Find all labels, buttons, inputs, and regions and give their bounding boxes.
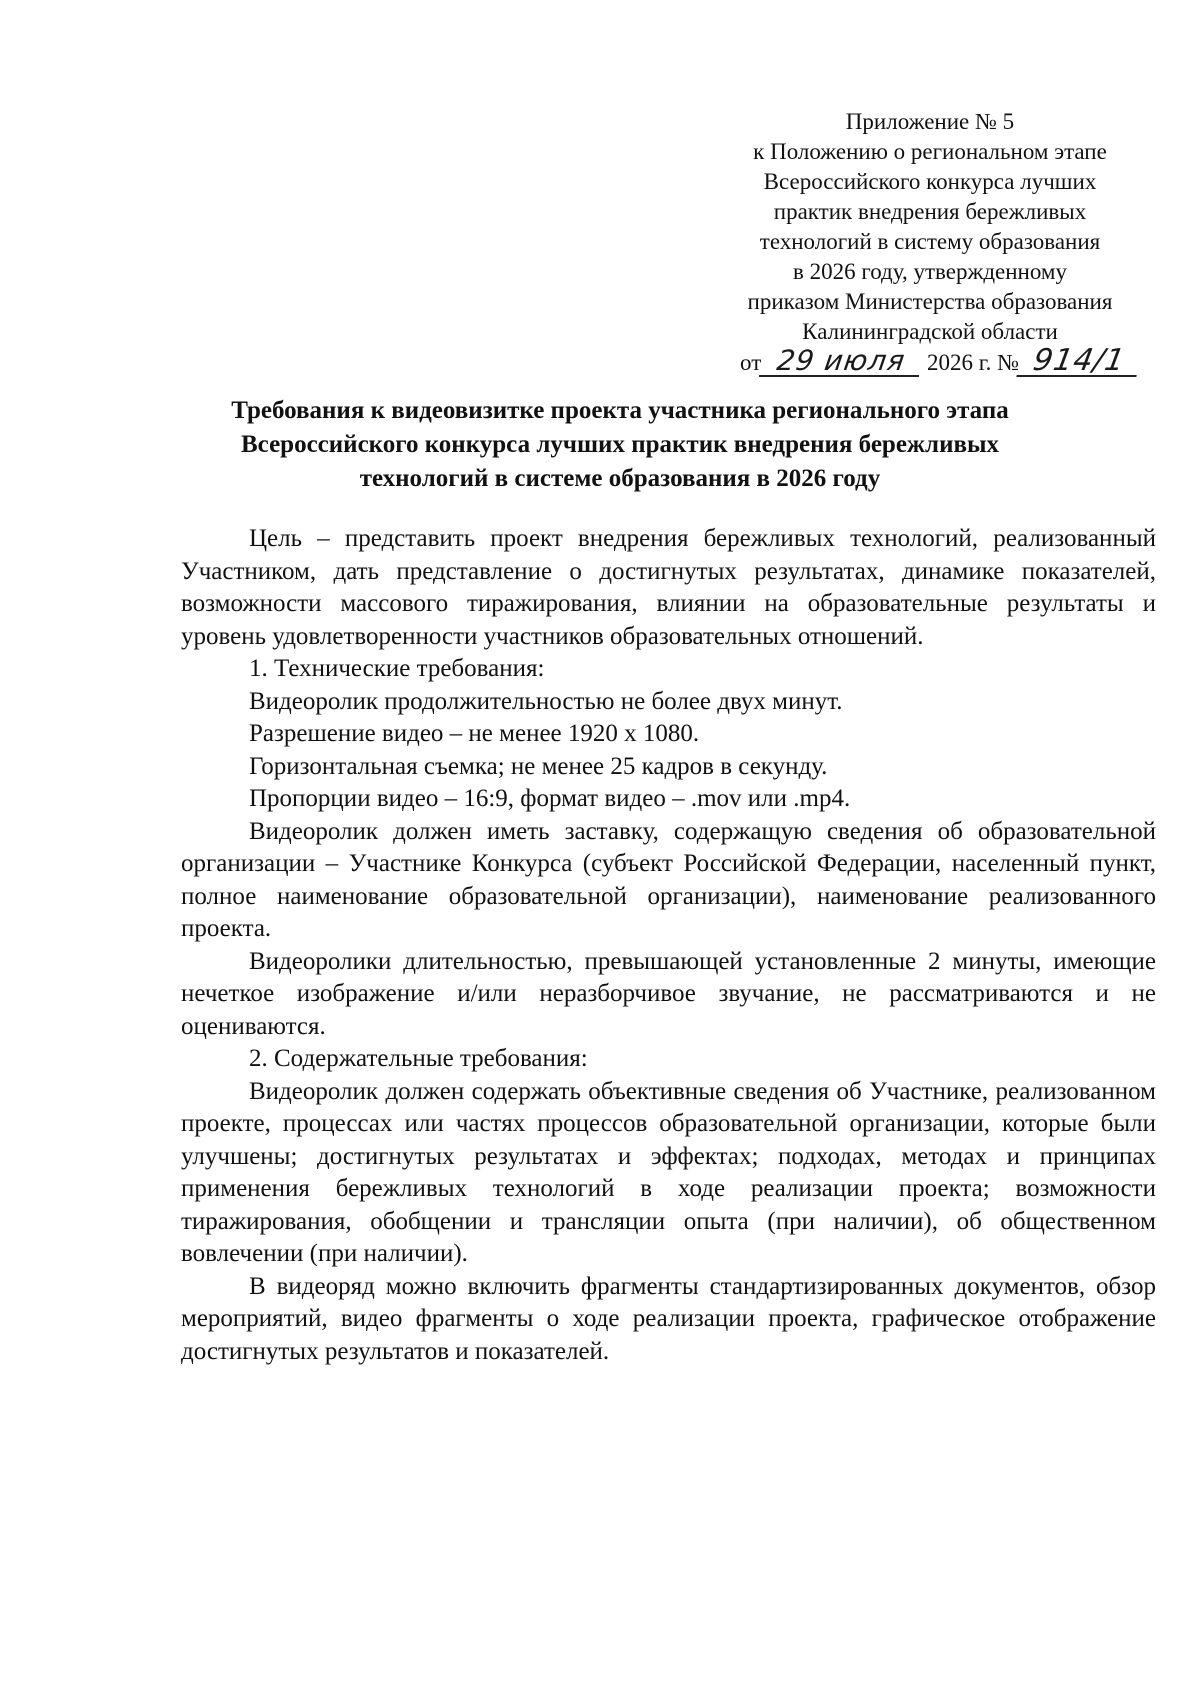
tech-intro-paragraph: Видеоролик должен иметь заставку, содержащую сведения об образовательной организации – Участнике Конкурса (субъект Российской Федерации, населенный пункт, полное наименование образовательной организации), наименование реализованного проекта. — [181, 817, 1156, 942]
tech-heading: 1. Технические требования: — [249, 655, 545, 682]
tech-resolution: Разрешение видео – не менее 1920 x 1080. — [249, 720, 700, 747]
goal-paragraph: Цель – представить проект внедрения бережливых технологий, реализованный Участником, дать представление о достигнутых результатах, динамике показателей, возможности массового тиражирования, влиянии на образовательные результаты и уровень удовлетворенности участников образовательных отношений. — [181, 525, 1156, 650]
title-line: Требования к видеовизитке проекта участника регионального этапа — [231, 397, 1009, 424]
handwritten-order-number: 914/1 — [1016, 347, 1141, 377]
appendix-line: к Положению о региональном этапе — [753, 139, 1107, 164]
appendix-line: Калининградской области — [802, 319, 1058, 344]
date-prefix: от — [740, 350, 762, 375]
tech-reject-paragraph: Видеоролики длительностью, превышающей установленные 2 минуты, имеющие нечеткое изображение и/или неразборчивое звучание, не рассматриваются и не оцениваются. — [181, 947, 1156, 1040]
tech-shooting: Горизонтальная съемка; не менее 25 кадров в секунду. — [249, 752, 828, 780]
order-date-line — [740, 343, 1129, 378]
appendix-header — [740, 107, 1129, 378]
appendix-line: в 2026 году, утвержденному — [793, 259, 1067, 284]
appendix-line: Приложение № 5 — [845, 109, 1015, 134]
appendix-line: приказом Министерства образования — [747, 289, 1113, 314]
title-line: Всероссийского конкурса лучших практик внедрения бережливых — [241, 431, 999, 458]
content-heading: 2. Содержательные требования: — [249, 1045, 588, 1072]
title-line: технологий в системе образования в 2026 году — [359, 465, 881, 492]
tech-format: Пропорции видео – 16:9, формат видео – .mov или .mp4. — [249, 785, 851, 812]
content-main-paragraph: Видеоролик должен содержать объективные сведения об Участнике, реализованном проекте, процессах или частях процессов образовательной организации, которые были улучшены; достигнутых результатах и эффектах; подходах, методах и принципах применения бережливых технологий в ходе реализации проекта; возможности тиражирования, обобщении и трансляции опыта (при наличии), об общественном вовлечении (при наличии). — [181, 1077, 1156, 1267]
handwritten-date: 29 июля — [759, 347, 923, 377]
document-body — [181, 523, 1156, 1368]
document-title — [185, 394, 1055, 496]
appendix-line: технологий в систему образования — [759, 229, 1101, 254]
appendix-line: практик внедрения бережливых — [773, 199, 1087, 224]
content-extra-paragraph: В видеоряд можно включить фрагменты стандартизированных документов, обзор мероприятий, видео фрагменты о ходе реализации проекта, графическое отображение достигнутых результатов и показателей. — [181, 1272, 1156, 1365]
appendix-line: Всероссийского конкурса лучших — [763, 169, 1097, 194]
date-suffix: 2026 г. № — [927, 350, 1020, 375]
tech-duration: Видеоролик продолжительностью не более двух минут. — [249, 687, 843, 715]
